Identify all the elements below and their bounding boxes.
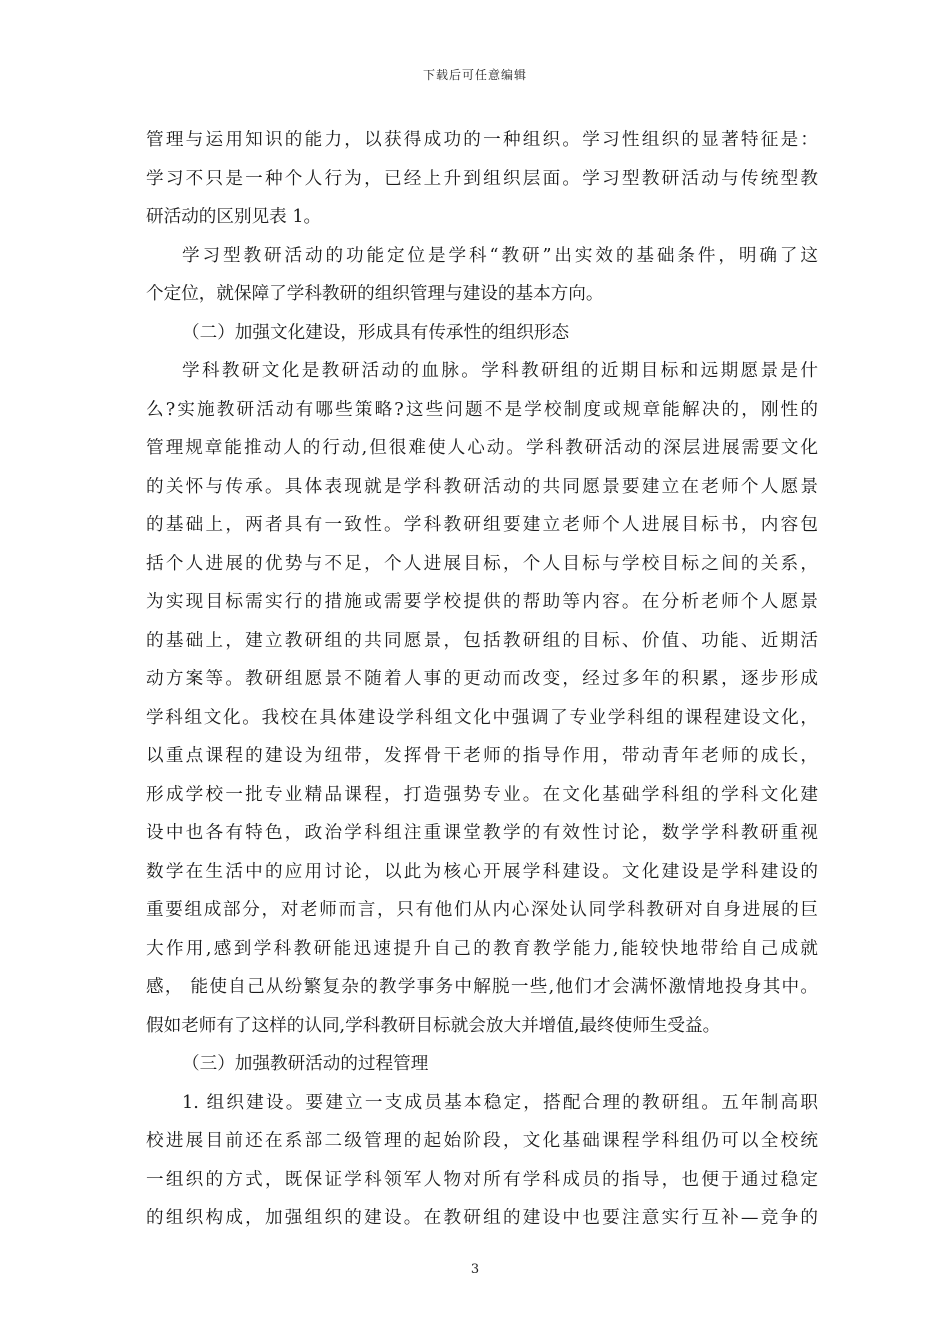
text-line: 学习不只是一种个人行为，已经上升到组织层面。学习型教研活动与传统型教 bbox=[146, 168, 818, 189]
text-line: 一组织的方式，既保证学科领军人物对所有学科成员的指导，也便于通过稳定 bbox=[146, 1169, 818, 1190]
text-line: 么?实施教研活动有哪些策略?这些问题不是学校制度或规章能解决的，刚性的 bbox=[146, 399, 818, 420]
text-line: 以重点课程的建设为纽带，发挥骨干老师的指导作用，带动青年老师的成长， bbox=[146, 746, 818, 766]
text-line: 的组织构成，加强组织的建设。在教研组的建设中也要注意实行互补—竞争的 bbox=[146, 1208, 818, 1228]
text-line: 个定位，就保障了学科教研的组织管理与建设的基本方向。 bbox=[146, 284, 604, 304]
text-line: 动方案等。教研组愿景不随着人事的更动而改变，经过多年的积累，逐步形成 bbox=[146, 669, 818, 689]
text-line: 设中也各有特色，政治学科组注重课堂教学的有效性讨论，数学学科教研重视 bbox=[146, 823, 818, 843]
text-line: 学习型教研活动的功能定位是学科“教研”出实效的基础条件，明确了这 bbox=[182, 245, 818, 266]
text-line: 形成学校一批专业精品课程，打造强势专业。在文化基础学科组的学科文化建 bbox=[146, 784, 818, 805]
text-line: 为实现目标需实行的措施或需要学校提供的帮助等内容。在分析老师个人愿景 bbox=[146, 592, 818, 612]
page-number: 3 bbox=[470, 1262, 480, 1277]
page-header: 下载后可任意编辑 bbox=[422, 68, 527, 82]
text-line: 的基础上，建立教研组的共同愿景，包括教研组的目标、价值、功能、近期活 bbox=[146, 630, 818, 651]
text-line: 假如老师有了这样的认同,学科教研目标就会放大并增值,最终使师生受益。 bbox=[146, 1015, 721, 1036]
text-line: 管理与运用知识的能力，以获得成功的一种组织。学习性组织的显著特征是： bbox=[146, 130, 818, 150]
text-line: 研活动的区别见表 1。 bbox=[146, 207, 322, 227]
text-line: 的基础上，两者具有一致性。学科教研组要建立老师个人进展目标书，内容包 bbox=[146, 515, 818, 535]
text-line: 校进展目前还在系部二级管理的起始阶段，文化基础课程学科组仍可以全校统 bbox=[146, 1131, 818, 1151]
text-line: 1. 组织建设。要建立一支成员基本稳定，搭配合理的教研组。五年制高职 bbox=[182, 1092, 818, 1113]
body-text bbox=[146, 121, 818, 1238]
text-line: 括个人进展的优势与不足，个人进展目标，个人目标与学校目标之间的关系， bbox=[146, 553, 818, 574]
text-line: 的关怀与传承。具体表现就是学科教研活动的共同愿景要建立在老师个人愿景 bbox=[146, 476, 818, 497]
text-line: 大作用,感到学科教研能迅速提升自己的教育教学能力,能较快地带给自己成就 bbox=[146, 938, 818, 959]
text-line: 学科教研文化是教研活动的血脉。学科教研组的近期目标和远期愿景是什 bbox=[182, 361, 818, 381]
section-heading: （二）加强文化建设，形成具有传承性的组织形态 bbox=[182, 322, 570, 343]
text-line: 数学在生活中的应用讨论，以此为核心开展学科建设。文化建设是学科建设的 bbox=[146, 861, 818, 882]
text-line: 学科组文化。我校在具体建设学科组文化中强调了专业学科组的课程建设文化， bbox=[146, 707, 818, 728]
text-line: 重要组成部分，对老师而言，只有他们从内心深处认同学科教研对自身进展的巨 bbox=[146, 900, 818, 920]
section-heading: （三）加强教研活动的过程管理 bbox=[182, 1054, 429, 1074]
text-line: 管理规章能推动人的行动,但很难使人心动。学科教研活动的深层进展需要文化 bbox=[146, 438, 818, 458]
text-line: 感， 能使自己从纷繁复杂的教学事务中解脱一些,他们才会满怀激情地投身其中。 bbox=[146, 977, 818, 997]
